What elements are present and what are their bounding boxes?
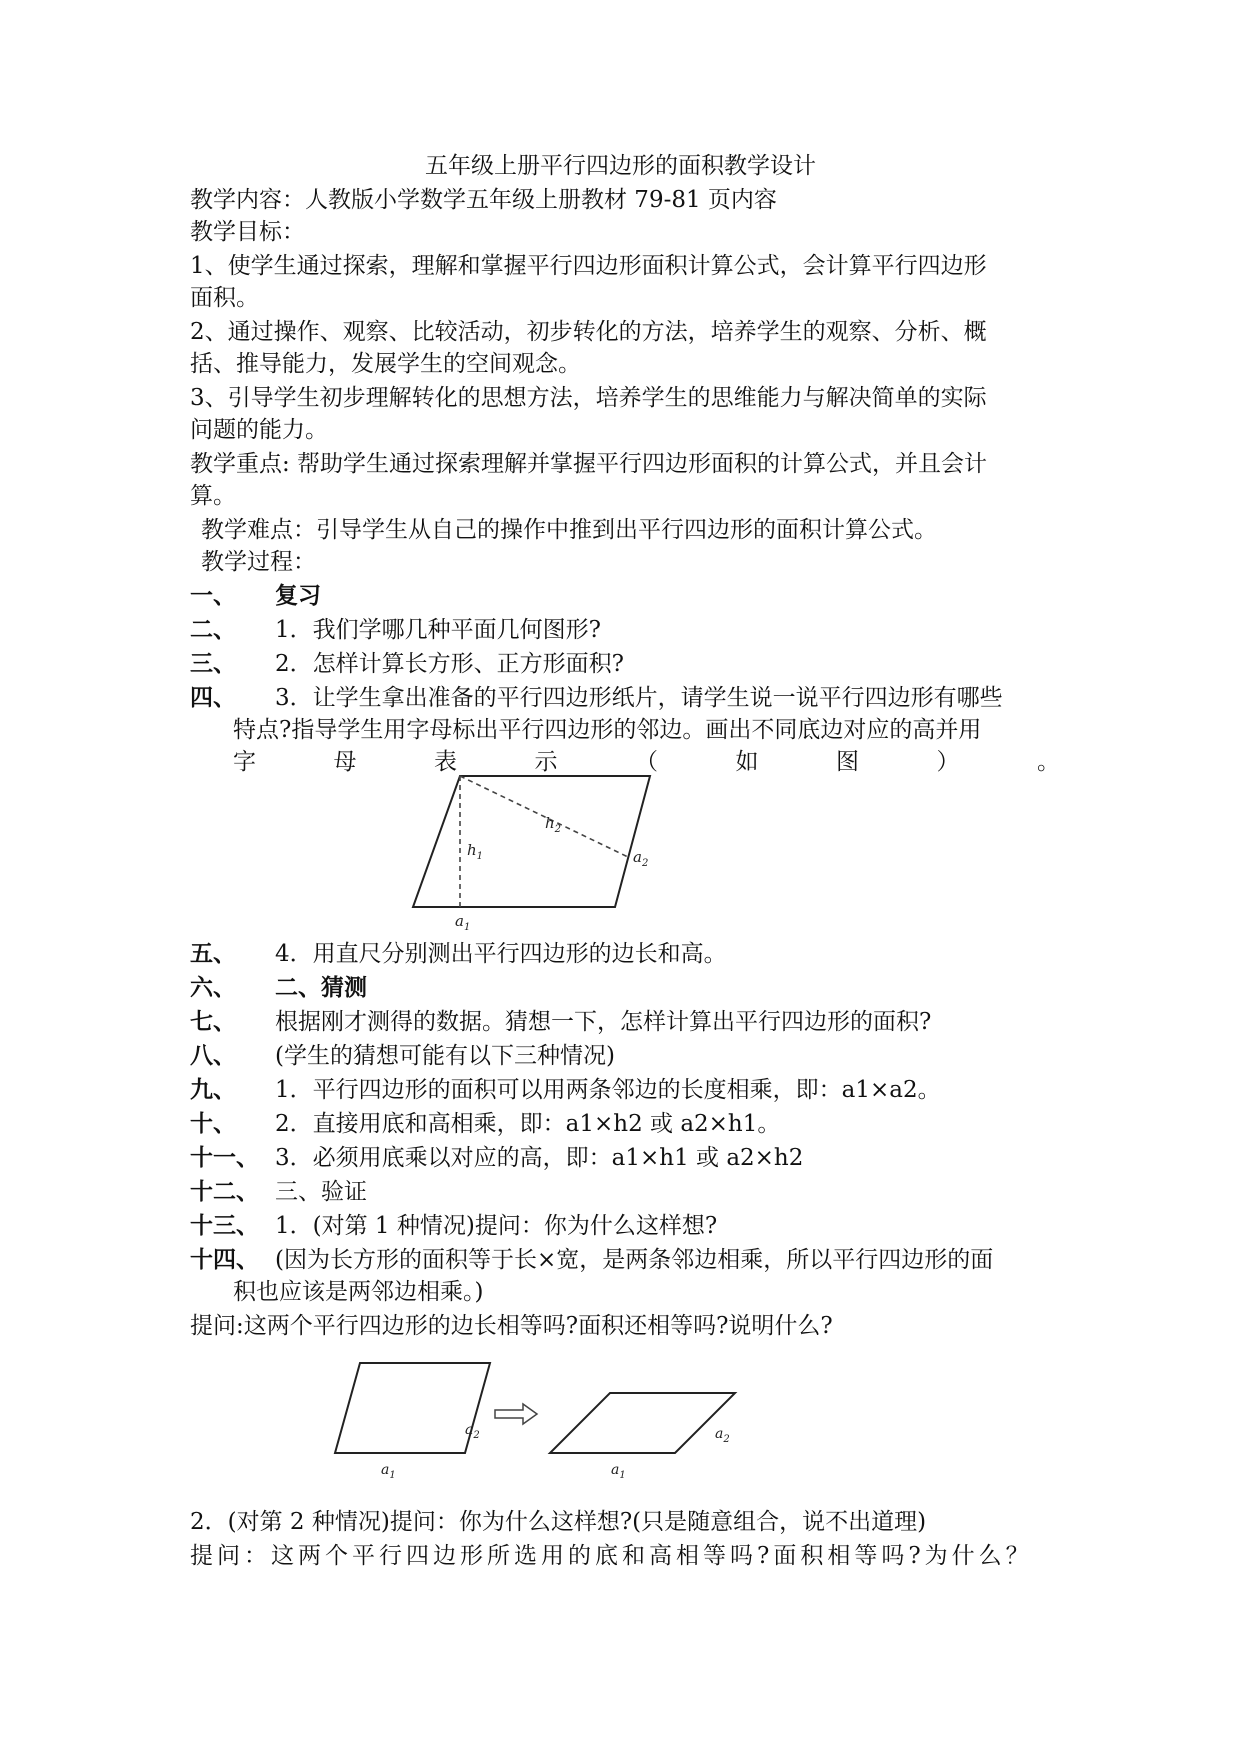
fig2-label-a2-left-letter: a xyxy=(465,1422,474,1438)
fig2-label-a2-right-subscript: 2 xyxy=(723,1434,730,1445)
item-number: 十三、 xyxy=(190,1213,259,1239)
glyph: （ xyxy=(635,749,658,775)
goals-label: 教学目标： xyxy=(190,219,305,245)
glyph: 。 xyxy=(1037,749,1060,775)
label-h1-letter: h xyxy=(467,841,477,859)
goal-3-line-2: 问题的能力。 xyxy=(190,417,328,443)
fig2-label-a2-right-letter: a xyxy=(715,1426,724,1442)
label-a1-letter: a xyxy=(455,912,464,930)
parallelogram-right xyxy=(550,1393,735,1453)
item-text: 2．直接用底和高相乘，即：a1×h2 或 a2×h1。 xyxy=(275,1111,781,1137)
teaching-content: 教学内容：人教版小学数学五年级上册教材 79-81 页内容 xyxy=(190,187,777,213)
item-text: 2．怎样计算长方形、正方形面积? xyxy=(275,651,624,677)
key-point-line-1: 教学重点: 帮助学生通过探索理解并掌握平行四边形面积的计算公式，并且会计 xyxy=(190,451,988,477)
item-text: 3．必须用底乘以对应的高，即：a1×h1 或 a2×h2 xyxy=(275,1145,804,1171)
item-text: 二、猜测 xyxy=(275,975,367,1001)
item-number: 八、 xyxy=(190,1043,236,1069)
parallelogram-transform-figure xyxy=(305,1358,765,1498)
item-text: 复习 xyxy=(275,583,321,609)
label-a2-letter: a xyxy=(633,848,642,866)
question-1: 提问:这两个平行四边形的边长相等吗?面积还相等吗?说明什么? xyxy=(190,1313,833,1339)
item-number: 一、 xyxy=(190,583,236,609)
arrow-right-icon xyxy=(495,1404,537,1424)
item-number: 五、 xyxy=(190,941,236,967)
fig2-label-a1-right-subscript: 1 xyxy=(619,1470,626,1481)
goal-3-line-1: 3、引导学生初步理解转化的思想方法，培养学生的思维能力与解决简单的实际 xyxy=(190,385,987,411)
process-label: 教学过程： xyxy=(201,549,316,575)
item-text: 三、验证 xyxy=(275,1179,367,1205)
label-h2-letter: h xyxy=(545,814,555,832)
item-text: (学生的猜想可能有以下三种情况) xyxy=(275,1043,615,1069)
label-a2-subscript: 2 xyxy=(641,858,649,869)
label-h2-subscript: 2 xyxy=(554,824,562,835)
item-number: 十四、 xyxy=(190,1247,259,1273)
item-text: (因为长方形的面积等于长×宽，是两条邻边相乘，所以平行四边形的面 xyxy=(275,1247,994,1273)
goal-1-line-2: 面积。 xyxy=(190,285,259,311)
difficulty: 教学难点：引导学生从自己的操作中推到出平行四边形的面积计算公式。 xyxy=(201,517,937,543)
item-number: 七、 xyxy=(190,1009,236,1035)
glyph: 字 xyxy=(233,749,256,775)
item-text: 3．让学生拿出准备的平行四边形纸片，请学生说一说平行四边形有哪些 xyxy=(275,685,1003,711)
label-a1-subscript: 1 xyxy=(463,922,471,930)
fig2-label-a2-right xyxy=(715,1426,730,1445)
item-number: 三、 xyxy=(190,651,236,677)
label-a1 xyxy=(455,912,470,930)
item-text: 根据刚才测得的数据。猜想一下，怎样计算出平行四边形的面积? xyxy=(275,1009,932,1035)
item-number: 十、 xyxy=(190,1111,236,1137)
fig2-label-a2-left-subscript: 2 xyxy=(473,1430,480,1441)
glyph: 示 xyxy=(534,749,558,775)
parallelogram-left xyxy=(335,1363,490,1453)
fig2-label-a1-right-letter: a xyxy=(611,1462,620,1478)
item-text: 4．用直尺分别测出平行四边形的边长和高。 xyxy=(275,941,727,967)
document-title: 五年级上册平行四边形的面积教学设计 xyxy=(425,153,816,179)
fig2-label-a1-left xyxy=(381,1462,396,1481)
label-h2 xyxy=(545,814,561,835)
label-h1-subscript: 1 xyxy=(476,851,484,862)
goal-1-line-1: 1、使学生通过探索，理解和掌握平行四边形面积计算公式，会计算平行四边形 xyxy=(190,253,987,279)
fig2-label-a2-left xyxy=(465,1422,480,1441)
parallelogram-heights-figure xyxy=(395,770,675,930)
fig2-label-a1-right xyxy=(611,1462,626,1481)
question-2: 2．(对第 2 种情况)提问：你为什么这样想?(只是随意组合，说不出道理) xyxy=(190,1509,927,1535)
goal-2-line-1: 2、通过操作、观察、比较活动，初步转化的方法，培养学生的观察、分析、概 xyxy=(190,319,987,345)
glyph: 如 xyxy=(735,749,759,775)
item-text: 1．我们学哪几种平面几何图形? xyxy=(275,617,601,643)
parallelogram-outline xyxy=(413,776,650,907)
label-a2 xyxy=(633,848,648,869)
fig2-label-a1-left-subscript: 1 xyxy=(389,1470,396,1481)
item-text-continued: 积也应该是两邻边相乘。) xyxy=(233,1279,484,1305)
glyph: 图 xyxy=(836,749,859,775)
item-number: 十一、 xyxy=(190,1145,259,1171)
item-text: 1．(对第 1 种情况)提问：你为什么这样想? xyxy=(275,1213,718,1239)
item-number: 六、 xyxy=(190,975,236,1001)
question-3: 提问：这两个平行四边形所选用的底和高相等吗?面积相等吗?为什么？ xyxy=(190,1543,1033,1569)
glyph: 表 xyxy=(434,749,457,775)
goal-2-line-2: 括、推导能力，发展学生的空间观念。 xyxy=(190,351,581,377)
item-number: 九、 xyxy=(190,1077,236,1103)
height-h2-line xyxy=(460,776,628,857)
item-number: 四、 xyxy=(190,685,236,711)
item-number: 十二、 xyxy=(190,1179,259,1205)
fig2-label-a1-left-letter: a xyxy=(381,1462,390,1478)
key-point-line-2: 算。 xyxy=(190,483,236,509)
glyph: ） xyxy=(936,749,960,775)
item-text: 1．平行四边形的面积可以用两条邻边的长度相乘，即：a1×a2。 xyxy=(275,1077,941,1103)
label-h1 xyxy=(467,841,483,862)
item-number: 二、 xyxy=(190,617,236,643)
item-text-continued: 特点?指导学生用字母标出平行四边形的邻边。画出不同底边对应的高并用 xyxy=(233,717,982,743)
glyph: 母 xyxy=(333,749,357,775)
